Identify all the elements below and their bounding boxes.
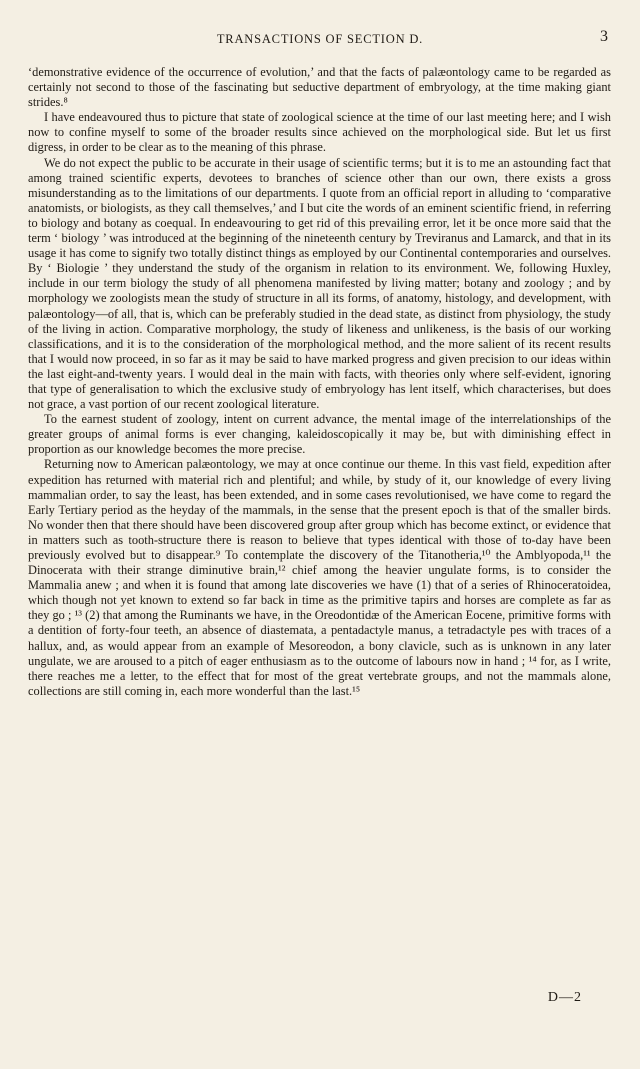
signature-mark: D—2 bbox=[547, 990, 582, 1005]
paragraph: I have endeavoured thus to picture that state of zoological science at the time of our last meeting here; and I wish now to confine myself to some of the broader results since achieved on the morphological side. But let us first digress, in order to be clear as to the meaning of this phrase. bbox=[28, 110, 611, 155]
running-head: TRANSACTIONS OF SECTION D. bbox=[216, 32, 424, 46]
paragraph: To the earnest student of zoology, intent on current advance, the mental image of the interrelationships of the greater groups of animal forms is ever changing, kaleidoscopically it may be, but with diminishing effect in proportion as our knowledge becomes the more precise. bbox=[28, 412, 611, 457]
paragraph: We do not expect the public to be accurate in their usage of scientific terms; but it is to me an astounding fact that among trained scientific experts, devotees to branches of science other than our own, there exists a gross misunderstanding as to the limitations of our departments. I quote from an official report in alluding to ‘comparative anatomists, or biologists, as they call themselves,’ and I but cite the words of an eminent scientific friend, in referring to biology and botany as coequal. In endeavouring to get rid of this prevailing error, let it be once more said that the term ‘ biology ’ was introduced at the beginning of the nineteenth century by Treviranus and Lamarck, and that in its usage it has come to signify two totally distinct things as employed by our Continental contemporaries and ourselves. By ‘ Biologie ’ they understand the study of the organism in relation to its environment. We, following Huxley, include in our term biology the study of all phenomena manifested by living matter; botany and zoology ; and by morphology we zoologists mean the study of structure in all its forms, of anatomy, histology, and development, with palæontology—of all, that is, which can be preferably studied in the dead state, as distinct from physiology, the study of the living in action. Comparative morphology, the study of likeness and unlikeness, is the basis of our working classifications, and it is to the consideration of the morphological method, and the more salient of its recent results that I would now proceed, in so far as it may be said to have marked progress and given precision to our ideas within the last eight-and-twenty years. I would deal in the main with facts, with theories only where self-evident, ignoring that type of generalisation to which the exclusive study of embryology has lent itself, which characterises, but does not grace, a vast portion of our recent zoological literature. bbox=[28, 155, 611, 412]
body-text bbox=[28, 65, 611, 699]
paragraph: Returning now to American palæontology, we may at once continue our theme. In this vast field, expedition after expedition has returned with material rich and plentiful; and while, by study of it, our knowledge of every living mammalian order, to say the least, has been extended, and in some cases revolutionised, we have come to regard the Early Tertiary period as the heyday of the mammals, in the sense that the present epoch is that of the smaller birds. No wonder then that there should have been discovered group after group which has become extinct, or evidence that in matters such as tooth-structure there is reason to believe that types identical with those of to-day have been previously evolved but to disappear.⁹ To contemplate the discovery of the Titanotheria,¹⁰ the Amblyopoda,¹¹ the Dinocerata with their strange diminutive brain,¹² chief among the heavier ungulate forms, is to consider the Mammalia anew ; and when it is found that among late discoveries we have (1) that of a series of Rhinoceratoidea, which though not yet known to extend so far back in time as the primitive tapirs and horses are complete as far as they go ; ¹³ (2) that among the Ruminants we have, in the Oreodontidæ of the American Eocene, primitive forms with a dentition of forty-four teeth, an absence of diastemata, a pentadactyle manus, a tetradactyle pes with traces of a hallux, and, as would appear from an example of Mesoreodon, a bony clavicle, such as is unknown in any later ungulate, we are aroused to a pitch of eager enthusiasm as to the outcome of labours now in hand ; ¹⁴ for, as I write, there reaches me a letter, to the effect that for most of the great vertebrate groups, and not the mammals alone, collections are still coming in, each more wonderful than the last.¹⁵ bbox=[28, 457, 611, 698]
page-number: 3 bbox=[600, 28, 608, 45]
paragraph: ‘demonstrative evidence of the occurrence of evolution,’ and that the facts of palæontology came to be regarded as certainly not second to those of the fascinating but seductive department of embryology, at the time making giant strides.⁸ bbox=[28, 65, 611, 110]
page-header bbox=[0, 28, 640, 52]
